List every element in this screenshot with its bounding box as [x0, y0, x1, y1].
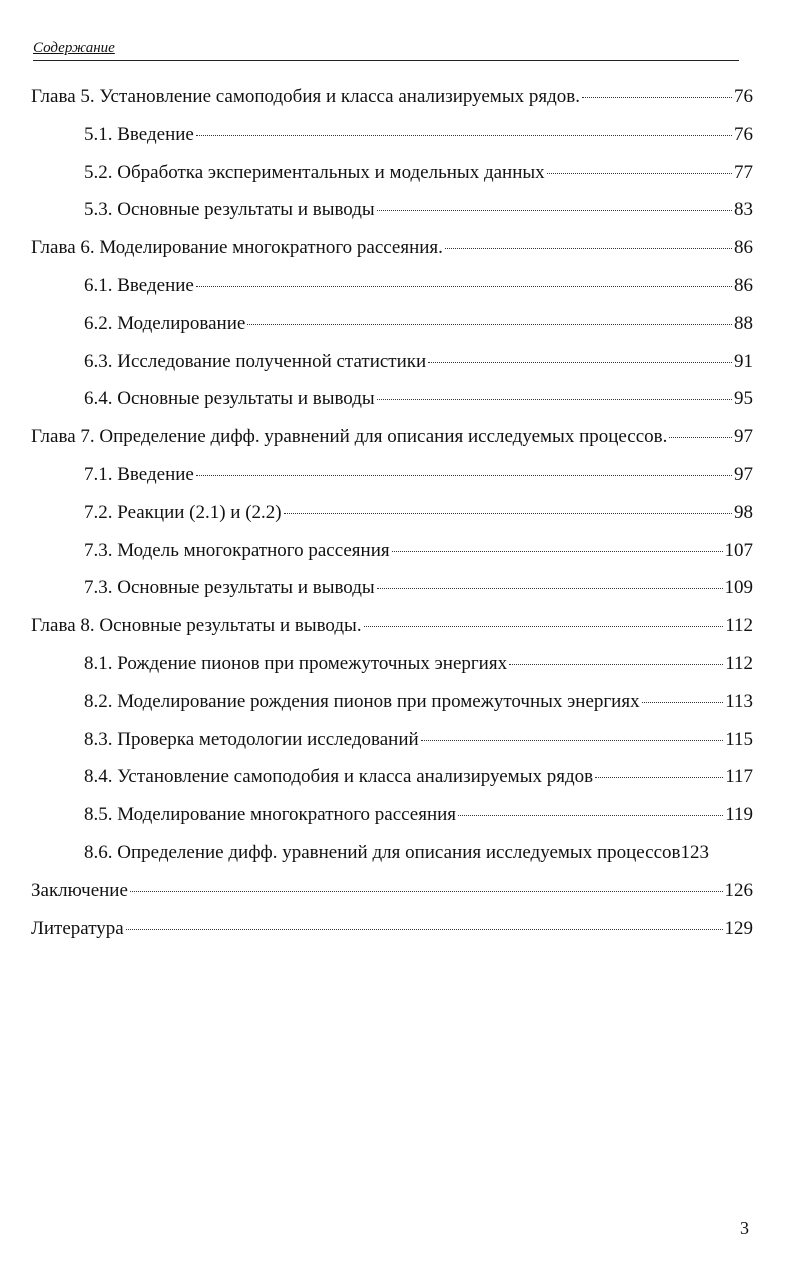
- dot-leader: [196, 474, 732, 476]
- dot-leader: [364, 625, 724, 627]
- dot-leader: [377, 398, 732, 400]
- toc-subsection-entry: [31, 267, 753, 305]
- dot-leader: [196, 134, 732, 136]
- dot-leader: [377, 587, 723, 589]
- dot-leader: [392, 550, 723, 552]
- toc-entry-page: 112: [725, 615, 753, 637]
- toc-subsection-entry: [31, 645, 753, 683]
- toc-entry-page: 123: [680, 841, 710, 863]
- toc-entry-title: 6.1. Введение: [84, 274, 194, 296]
- toc-entry-page: 95: [734, 388, 753, 410]
- toc-subsection-entry: [31, 758, 753, 796]
- header-title: Содержание: [33, 40, 115, 56]
- toc-entry-title: Глава 7. Определение дифф. уравнений для описания исследуемых процессов.: [31, 426, 668, 448]
- toc-chapter-entry: [31, 910, 753, 948]
- dot-leader: [130, 890, 723, 892]
- toc-entry-title: 5.2. Обработка экспериментальных и модельных данных: [84, 161, 545, 183]
- table-of-contents: [31, 78, 753, 947]
- toc-entry-page: 129: [724, 917, 753, 939]
- toc-entry-title: 6.3. Исследование полученной статистики: [84, 350, 427, 372]
- dot-leader: [421, 739, 724, 741]
- dot-leader: [126, 928, 723, 930]
- toc-entry-page: 97: [734, 426, 753, 448]
- toc-entry-page: 91: [734, 350, 753, 372]
- toc-entry-title: 8.6. Определение дифф. уравнений для описания исследуемых процессов: [84, 841, 681, 863]
- toc-entry-page: 88: [734, 312, 753, 334]
- toc-entry-page: 107: [724, 539, 753, 561]
- toc-entry-title: 8.2. Моделирование рождения пионов при промежуточных энергиях: [84, 690, 640, 712]
- dot-leader: [284, 512, 732, 514]
- toc-entry-title: 6.2. Моделирование: [84, 312, 246, 334]
- toc-subsection-entry: [31, 796, 753, 834]
- page-header: [33, 36, 739, 61]
- dot-leader: [669, 436, 732, 438]
- toc-entry-title: Литература: [31, 917, 124, 939]
- toc-entry-title: Глава 6. Моделирование многократного рассеяния.: [31, 237, 443, 259]
- toc-chapter-entry: [31, 418, 753, 456]
- toc-subsection-entry: [31, 191, 753, 229]
- toc-entry-title: Заключение: [31, 879, 128, 901]
- toc-entry-page: 109: [724, 577, 753, 599]
- toc-subsection-entry: [31, 569, 753, 607]
- toc-entry-title: Глава 8. Основные результаты и выводы.: [31, 615, 362, 637]
- dot-leader: [196, 285, 732, 287]
- toc-entry-title: 8.3. Проверка методологии исследований: [84, 728, 419, 750]
- toc-subsection-entry: [31, 116, 753, 154]
- toc-chapter-entry: [31, 229, 753, 267]
- toc-entry-page: 86: [734, 237, 753, 259]
- toc-entry-page: 77: [734, 161, 753, 183]
- toc-entry-page: 112: [725, 652, 753, 674]
- toc-entry-title: 7.3. Модель многократного рассеяния: [84, 539, 390, 561]
- toc-entry-page: 83: [734, 199, 753, 221]
- toc-entry-page: 76: [734, 86, 753, 107]
- toc-subsection-entry: [31, 456, 753, 494]
- dot-leader: [509, 663, 723, 665]
- dot-leader: [642, 701, 724, 703]
- toc-subsection-entry: [31, 834, 753, 872]
- toc-entry-page: 126: [724, 879, 753, 901]
- toc-entry-title: 7.1. Введение: [84, 463, 194, 485]
- toc-entry-title: Глава 5. Установление самоподобия и класса анализируемых рядов.: [31, 86, 580, 107]
- dot-leader: [547, 172, 732, 174]
- toc-chapter-entry: [31, 607, 753, 645]
- toc-entry-page: 117: [725, 766, 753, 788]
- toc-entry-page: 97: [734, 463, 753, 485]
- toc-entry-page: 119: [725, 804, 753, 826]
- toc-subsection-entry: [31, 380, 753, 418]
- dot-leader: [595, 776, 723, 778]
- toc-chapter-entry: [31, 78, 753, 116]
- toc-subsection-entry: [31, 154, 753, 192]
- dot-leader: [428, 361, 732, 363]
- dot-leader: [582, 96, 732, 98]
- toc-entry-title: 5.1. Введение: [84, 123, 194, 145]
- toc-entry-page: 113: [725, 690, 753, 712]
- toc-entry-title: 7.3. Основные результаты и выводы: [84, 577, 375, 599]
- toc-entry-title: 8.1. Рождение пионов при промежуточных энергиях: [84, 652, 508, 674]
- toc-subsection-entry: [31, 343, 753, 381]
- toc-entry-page: 115: [725, 728, 753, 750]
- toc-entry-page: 86: [734, 274, 753, 296]
- toc-entry-page: 76: [734, 123, 753, 145]
- toc-entry-title: 8.5. Моделирование многократного рассеяния: [84, 804, 457, 826]
- toc-subsection-entry: [31, 305, 753, 343]
- toc-subsection-entry: [31, 494, 753, 532]
- toc-entry-title: 8.4. Установление самоподобия и класса анализируемых рядов: [84, 766, 594, 788]
- toc-entry-page: 98: [734, 501, 753, 523]
- toc-entry-title: 5.3. Основные результаты и выводы: [84, 199, 375, 221]
- toc-entry-title: 6.4. Основные результаты и выводы: [84, 388, 375, 410]
- toc-entry-title: 7.2. Реакции (2.1) и (2.2): [84, 501, 282, 523]
- toc-subsection-entry: [31, 683, 753, 721]
- dot-leader: [377, 209, 732, 211]
- dot-leader: [458, 814, 723, 816]
- toc-chapter-entry: [31, 872, 753, 910]
- dot-leader: [247, 323, 732, 325]
- page-number: 3: [740, 1218, 749, 1238]
- toc-subsection-entry: [31, 532, 753, 570]
- toc-subsection-entry: [31, 721, 753, 759]
- dot-leader: [445, 247, 732, 249]
